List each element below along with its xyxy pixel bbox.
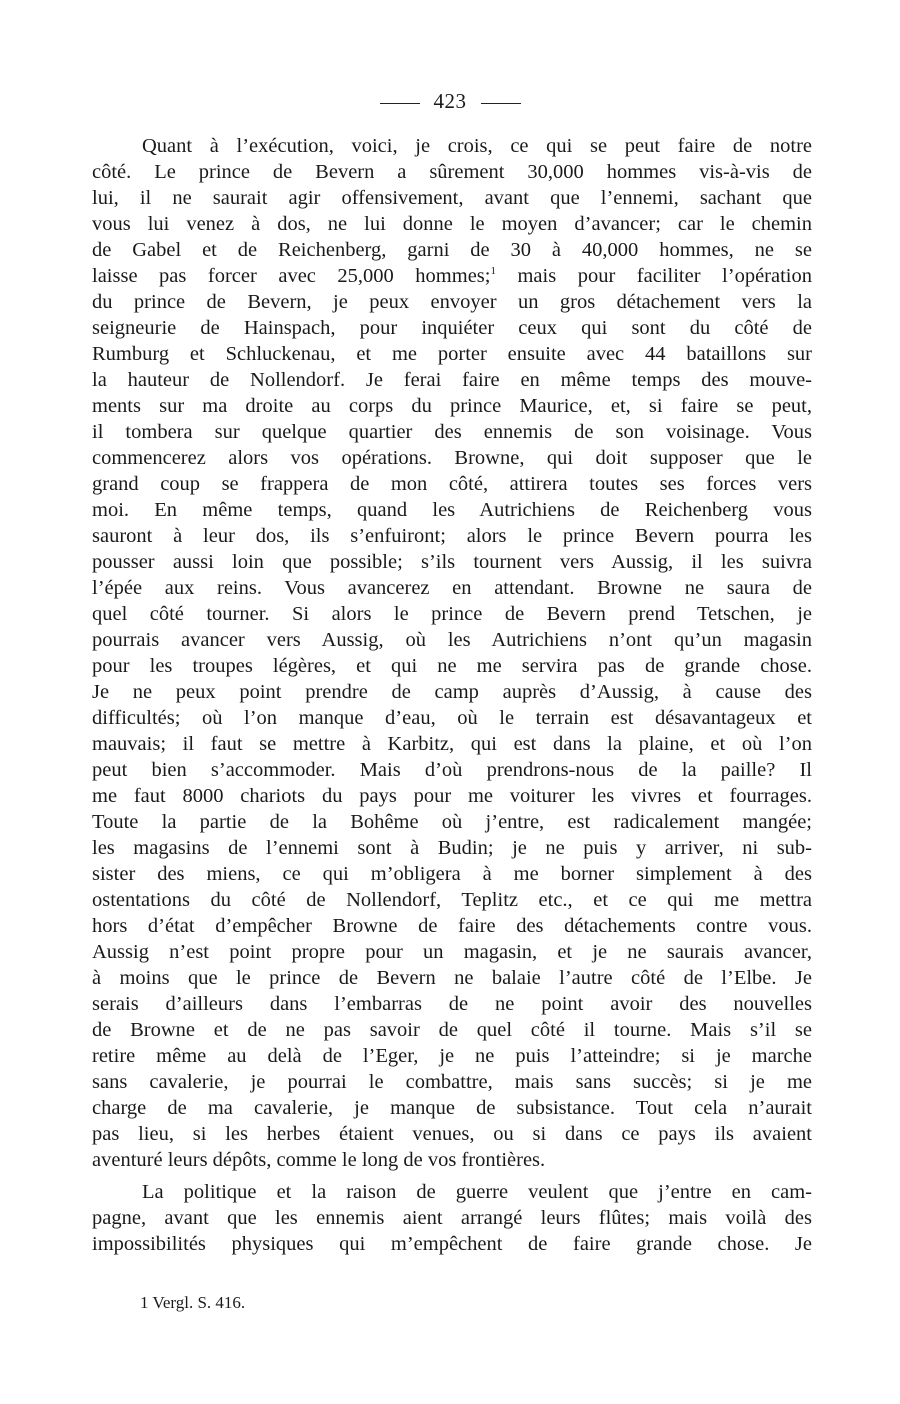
text-line: les magasins de l’ennemi sont à Budin; je ne puis y arriver, ni sub- <box>92 837 812 859</box>
text-line: l’épée aux reins. Vous avancerez en attendant. Browne ne saura de <box>92 577 812 599</box>
text-line: mauvais; il faut se mettre à Karbitz, qui est dans la plaine, et où l’on <box>92 733 812 755</box>
text-line: serais d’ailleurs dans l’embarras de ne point avoir des nouvelles <box>92 993 812 1015</box>
header-dash-left <box>380 103 420 104</box>
page-header <box>0 88 900 114</box>
text-line: me faut 8000 chariots du pays pour me voiturer les vivres et fourrages. <box>92 785 812 807</box>
text-line: de Browne et de ne pas savoir de quel côté il tourne. Mais s’il se <box>92 1019 812 1041</box>
text-line: sans cavalerie, je pourrai le combattre, mais sans succès; si je me <box>92 1071 812 1093</box>
text-line: lui, il ne saurait agir offensivement, avant que l’ennemi, sachant que <box>92 187 812 209</box>
body-text <box>92 133 812 1257</box>
text-line: pousser aussi loin que possible; s’ils tournent vers Aussig, il les suivra <box>92 551 812 573</box>
footnote-reference: 1 <box>490 265 496 278</box>
text-line: pagne, avant que les ennemis aient arrangé leurs flûtes; mais voilà des <box>92 1207 812 1229</box>
text-line: vous lui venez à dos, ne lui donne le moyen d’avancer; car le chemin <box>92 213 812 235</box>
text-line: sister des miens, ce qui m’obligera à me borner simplement à des <box>92 863 812 885</box>
text-line: Aussig n’est point propre pour un magasin, et je ne saurais avancer, <box>92 941 812 963</box>
text-line: ostentations du côté de Nollendorf, Teplitz etc., et ce qui me mettra <box>92 889 812 911</box>
text-line: pourrais avancer vers Aussig, où les Autrichiens n’ont qu’un magasin <box>92 629 812 651</box>
text-line: aventuré leurs dépôts, comme le long de vos frontières. <box>92 1149 546 1171</box>
text-line: peut bien s’accommoder. Mais d’où prendrons-nous de la paille? Il <box>92 759 812 781</box>
text-line: pas lieu, si les herbes étaient venues, ou si dans ce pays ils avaient <box>92 1123 812 1145</box>
text-line: difficultés; où l’on manque d’eau, où le terrain est désavantageux et <box>92 707 812 729</box>
page-number: 423 <box>433 89 467 113</box>
text-line: quel côté tourner. Si alors le prince de Bevern prend Tetschen, je <box>92 603 812 625</box>
text-line: seigneurie de Hainspach, pour inquiéter ceux qui sont du côté de <box>92 317 812 339</box>
text-line-with-footnote-ref <box>92 263 812 289</box>
text-line: grand coup se frappera de mon côté, attirera toutes ses forces vers <box>92 473 812 495</box>
text-line: La politique et la raison de guerre veulent que j’entre en cam- <box>142 1181 812 1203</box>
text-line: de Gabel et de Reichenberg, garni de 30 à 40,000 hommes, ne se <box>92 239 812 261</box>
text-line: Toute la partie de la Bohême où j’entre, est radicalement mangée; <box>92 811 812 833</box>
text-line: ments sur ma droite au corps du prince Maurice, et, si faire se peut, <box>92 395 812 417</box>
line-segment: mais pour faciliter l’opération <box>517 265 812 287</box>
text-line: sauront à leur dos, ils s’enfuiront; alors le prince Bevern pourra les <box>92 525 812 547</box>
text-line: côté. Le prince de Bevern a sûrement 30,000 hommes vis-à-vis de <box>92 161 812 183</box>
line-segment: laisse pas forcer avec 25,000 hommes; <box>92 265 491 287</box>
text-line: du prince de Bevern, je peux envoyer un gros détachement vers la <box>92 291 812 313</box>
text-line: la hauteur de Nollendorf. Je ferai faire en même temps des mouve- <box>92 369 812 391</box>
text-line: pour les troupes légères, et qui ne me servira pas de grande chose. <box>92 655 812 677</box>
text-line: hors d’état d’empêcher Browne de faire des détachements contre vous. <box>92 915 812 937</box>
text-line: moi. En même temps, quand les Autrichiens de Reichenberg vous <box>92 499 812 521</box>
header-dash-right <box>481 103 521 104</box>
text-line: Rumburg et Schluckenau, et me porter ensuite avec 44 bataillons sur <box>92 343 812 365</box>
text-line: il tombera sur quelque quartier des ennemis de son voisinage. Vous <box>92 421 812 443</box>
text-line: retire même au delà de l’Eger, je ne puis l’atteindre; si je marche <box>92 1045 812 1067</box>
text-line: Quant à l’exécution, voici, je crois, ce qui se peut faire de notre <box>142 135 812 157</box>
footnote: 1 Vergl. S. 416. <box>140 1293 246 1312</box>
text-line: Je ne peux point prendre de camp auprès d’Aussig, à cause des <box>92 681 812 703</box>
text-line: impossibilités physiques qui m’empêchent de faire grande chose. Je <box>92 1233 812 1255</box>
text-line: commencerez alors vos opérations. Browne, qui doit supposer que le <box>92 447 812 469</box>
text-line: charge de ma cavalerie, je manque de subsistance. Tout cela n’aurait <box>92 1097 812 1119</box>
text-line: à moins que le prince de Bevern ne balaie l’autre côté de l’Elbe. Je <box>92 967 812 989</box>
